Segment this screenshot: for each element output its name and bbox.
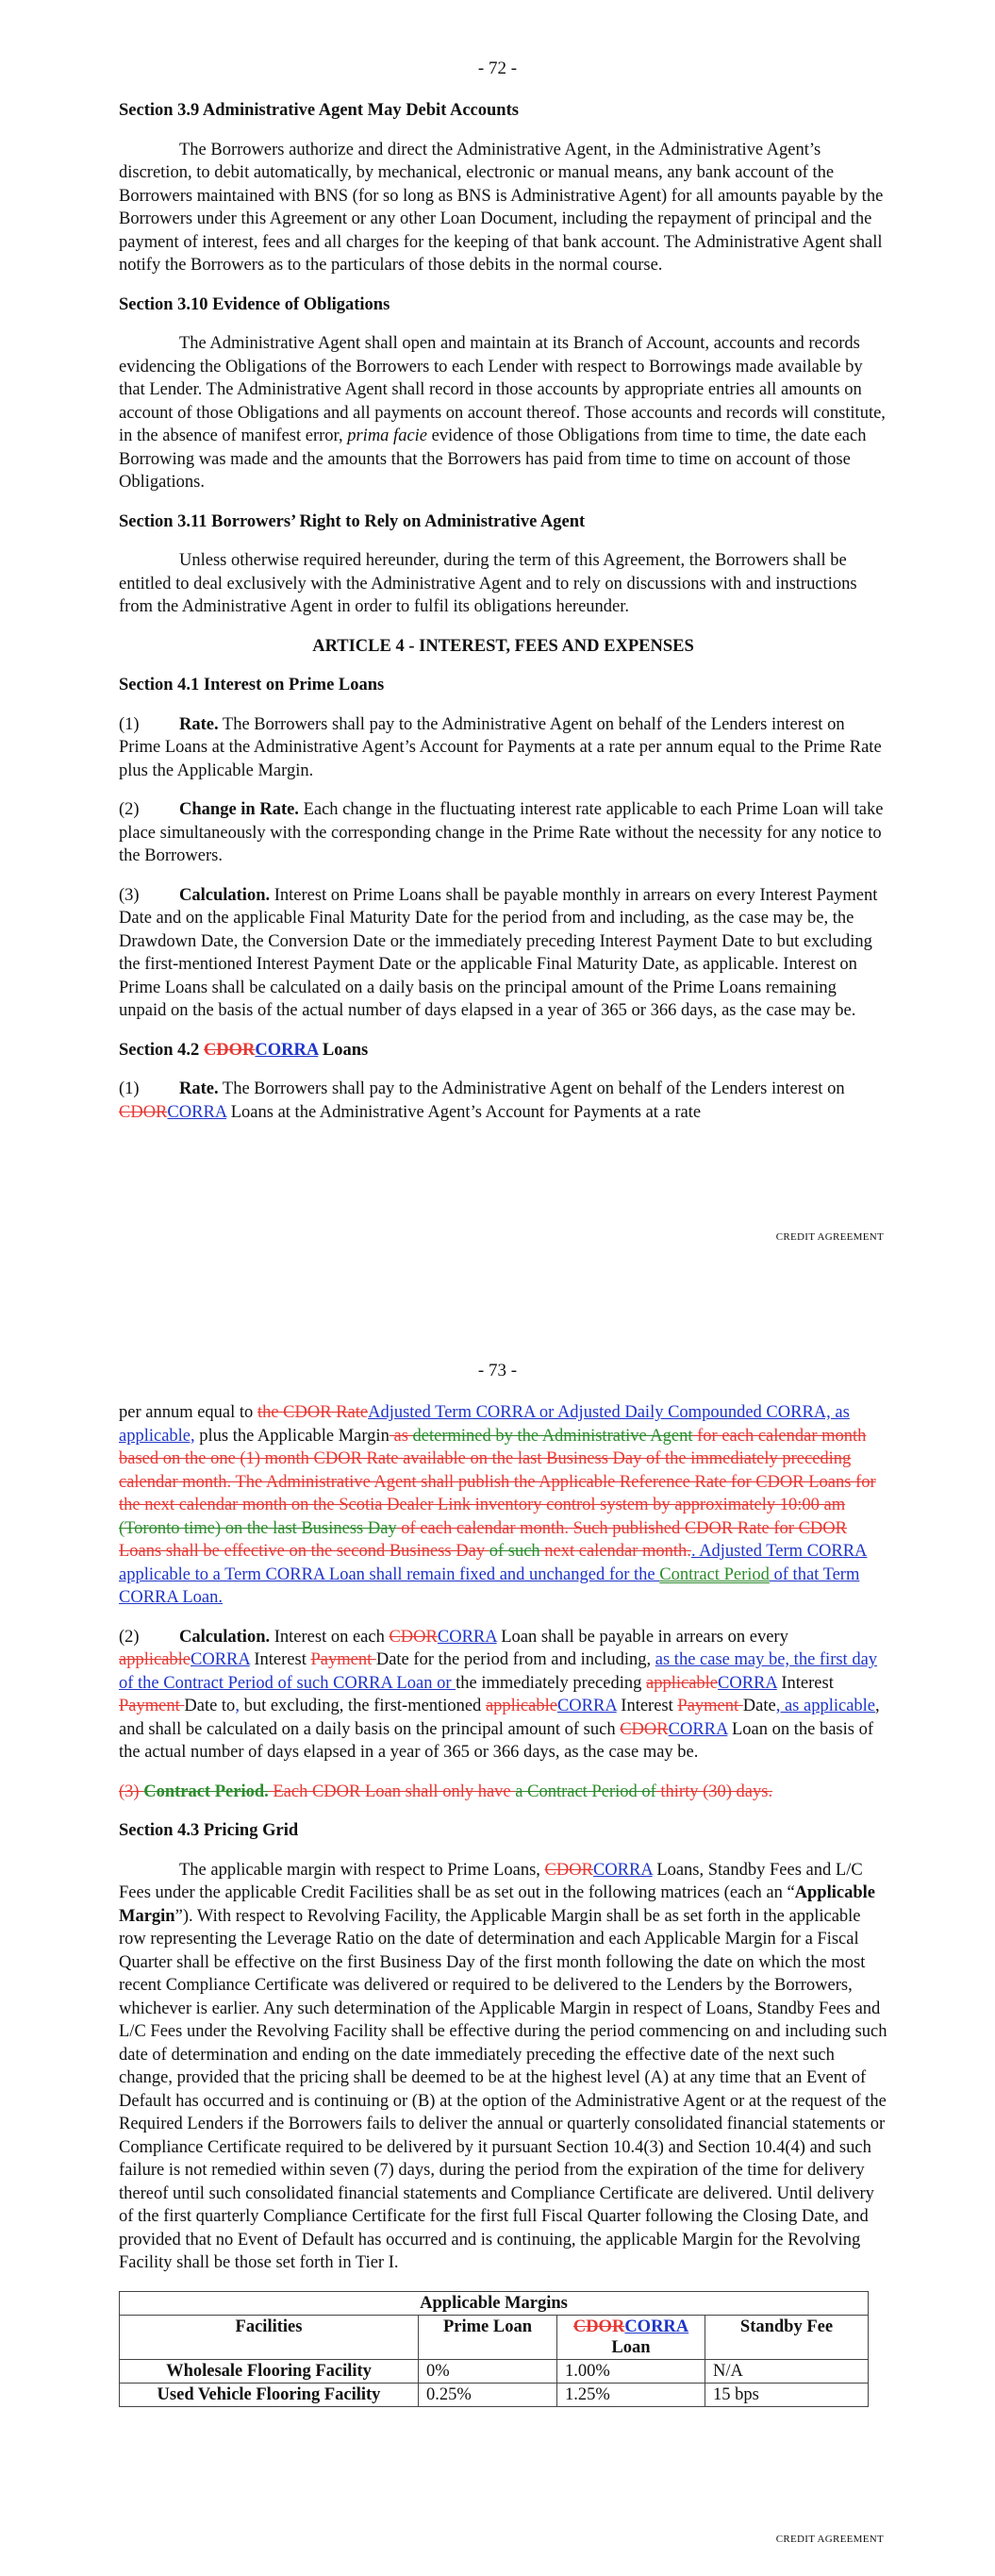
inserted-text: CORRA <box>592 1860 653 1880</box>
inserted-text: of that Term CORRA Loan. <box>119 1564 860 1607</box>
inserted-text: CORRA <box>437 1627 497 1647</box>
header-prime-loan: Prime Loan <box>419 2315 557 2359</box>
clause-label: Change in Rate. <box>179 800 299 819</box>
deleted-text: CDOR <box>620 1719 669 1739</box>
inserted-text: , <box>235 1697 240 1715</box>
clause-label: Calculation. <box>179 885 271 905</box>
inserted-text: . Adjusted Term CORRA applicable to a Term CORRA Loan shall remain fixed and unchanged for the <box>119 1542 868 1584</box>
table-title: Applicable Margins <box>120 2291 869 2315</box>
inserted-text: CORRA <box>255 1040 319 1060</box>
deleted-text: Payment <box>119 1697 185 1715</box>
deleted-text: Payment <box>310 1650 376 1669</box>
text-run: Date to <box>184 1697 236 1715</box>
header-facilities: Facilities <box>120 2315 419 2359</box>
inserted-text: CORRA <box>624 2317 689 2336</box>
table-row <box>120 2383 869 2406</box>
text-run: Loan shall be payable in arrears on every <box>496 1627 788 1647</box>
section-4-1-1 <box>119 713 887 783</box>
table-row <box>120 2359 869 2383</box>
section-3-10-title: Section 3.10 Evidence of Obligations <box>119 294 390 314</box>
header-loan-word: Loan <box>611 2337 651 2357</box>
moved-text: determined by the Administrative Agent <box>412 1426 693 1446</box>
text-run: the immediately preceding <box>456 1673 646 1693</box>
clause-number: (2) <box>119 800 140 819</box>
section-4-2-title <box>119 1039 887 1062</box>
text-run: Interest <box>249 1650 311 1669</box>
inserted-text: as the case may be, the first day of the Contract Period of such CORRA Loan or <box>119 1650 878 1693</box>
text-run: The Borrowers shall pay to the Administrative Agent on behalf of the Lenders interest on <box>218 1079 845 1098</box>
deleted-text: CDOR <box>389 1627 438 1647</box>
text-run: The Administrative Agent shall open and maintain at its Branch of Account, accounts and records evidencing the Obligations of the Borrowers to each Lender with respect to Borrowings made available by that Lender. The Administrative Agent shall record in those accounts by appropriate entries all amounts on account of those Obligations and all payments on account thereof. Those accounts and records will constitute, in the absence of manifest error, <box>119 334 886 445</box>
inserted-text: CORRA <box>191 1650 250 1669</box>
deleted-text: Payment <box>677 1697 743 1715</box>
page-number: - 72 - <box>477 59 518 78</box>
section-3-9-title: Section 3.9 Administrative Agent May Debit Accounts <box>119 101 519 120</box>
table-header-row <box>120 2315 869 2359</box>
deleted-text: for each calendar month based on the one (1) month CDOR Rate available on the last Business Day of the immediately preceding calendar month. The Administrative Agent shall publish the Applicable Reference Rate for CDOR Loans for the next calendar month on the Scotia Dealer Link inventory control system by approximately 10:00 am <box>119 1426 876 1514</box>
section-3-10-text <box>119 332 887 494</box>
section-3-9-text: The Borrowers authorize and direct the Administrative Agent, in the Administrative Agent’s discretion, to debit automatically, by mechanical, electronic or manual means, any bank account of the Borrowers maintained with BNS (for so long as BNS is Administrative Agent) for all amounts payable by the Borrowers under this Agreement or any other Loan Document, including the repayment of principal and the payment of interest, fees and all charges for the keeping of that bank account. The Administrative Agent shall notify the Borrowers as to the particulars of those debits in the normal course. <box>119 140 884 275</box>
text-run: Date for the period from and including, <box>375 1650 655 1669</box>
inserted-text: CORRA <box>556 1697 617 1715</box>
deleted-text: CDOR <box>203 1040 256 1060</box>
deleted-text: (3) <box>119 1781 144 1801</box>
header-corra-loan <box>557 2315 705 2359</box>
applicable-margins-table <box>119 2291 869 2407</box>
page-72 <box>0 0 995 1274</box>
corra-cell: 1.25% <box>557 2383 705 2406</box>
moved-text: a Contract Period of <box>515 1781 656 1801</box>
facility-cell: Wholesale Flooring Facility <box>120 2359 419 2383</box>
text-run: Interest <box>776 1673 834 1693</box>
italic-term: prima facie <box>347 427 428 445</box>
page-footer: CREDIT AGREEMENT <box>775 1231 884 1243</box>
clause-label: Calculation. <box>179 1627 271 1647</box>
text-run: Date <box>742 1697 776 1715</box>
deleted-text: CDOR <box>544 1860 593 1880</box>
section-3-11-title: Section 3.11 Borrowers’ Right to Rely on Administrative Agent <box>119 511 586 531</box>
inserted-text: CORRA <box>668 1719 728 1739</box>
text-run: per annum equal to <box>119 1403 257 1422</box>
deleted-text: CDOR <box>572 2317 625 2336</box>
section-4-3-title: Section 4.3 Pricing Grid <box>119 1821 299 1840</box>
section-4-1-2 <box>119 798 887 868</box>
section-4-3-text <box>119 1859 887 2275</box>
clause-number: (1) <box>119 1079 140 1098</box>
standby-cell: 15 bps <box>705 2383 869 2406</box>
defined-term: Applicable Margin <box>119 1883 875 1926</box>
page-73 <box>0 1302 995 2576</box>
text-run: Loans <box>318 1040 369 1060</box>
deleted-text: applicable <box>646 1673 719 1693</box>
deleted-text: next calendar month. <box>539 1542 691 1561</box>
section-4-2-2 <box>119 1626 887 1765</box>
text-run: but excluding, the first-mentioned <box>239 1697 486 1715</box>
text-run: , and shall be calculated on a daily basis on the principal amount of such <box>119 1697 880 1739</box>
text-run: Loans at the Administrative Agent’s Account for Payments at a rate <box>226 1102 702 1122</box>
deleted-text: applicable <box>119 1650 191 1669</box>
text-run: Loan on the basis of the actual number of days elapsed in a year of 365 or 366 days, as the case may be. <box>119 1719 873 1762</box>
page-content <box>119 99 887 1140</box>
moved-text: (Toronto time) on the last Business Day <box>119 1518 397 1538</box>
deleted-text: the CDOR Rate <box>257 1403 369 1422</box>
deleted-text: thirty (30) days. <box>655 1781 773 1801</box>
prime-cell: 0% <box>419 2359 557 2383</box>
clause-text: Interest on Prime Loans shall be payable monthly in arrears on every Interest Payment Date and on the applicable Final Maturity Date for the period from and including, as the case may be, the Drawdown Date, the Conversion Date or the immediately preceding Interest Payment Date to but excluding the first-mentioned Interest Payment Date or the applicable Final Maturity Date, as applicable. Interest on Prime Loans shall be calculated on a daily basis on the principal amount of the Prime Loans remaining unpaid on the basis of the actual number of days elapsed in a year of 365 or 366 days, as the case may be. <box>119 885 878 1020</box>
page-number: - 73 - <box>477 1361 518 1380</box>
clause-number: (3) <box>119 885 140 905</box>
deleted-text: applicable <box>485 1697 557 1715</box>
text-run: Interest <box>616 1697 678 1715</box>
text-run: ”). With respect to Revolving Facility, the Applicable Margin shall be as set forth in the applicable row representing the Leverage Ratio on the date of determination and each Applicable Margin for a Fiscal Quarter shall be effective on the first Business Day of the first month following the date on which the most recent Compliance Certificate was delivered or required to be delivered to the Lenders by the Borrowers, whichever is earlier. Any such determination of the Applicable Margin in respect of Loans, Standby Fees and L/C Fees under the Revolving Facility shall be effective during the period commencing on and including such date of determination and ending on the date immediately preceding the effective date of the next such change, provided that the pricing shall be deemed to be at the highest level (A) at any time that an Event of Default has occurred and is continuing or (B) at the option of the Administrative Agent or at the request of the Required Lenders if the Borrowers fails to deliver the annual or quarterly consolidated financial statements or Compliance Certificate required to be delivered by it pursuant Section 10.4(3) and Section 10.4(4) and such failure is not remedied within seven (7) days, during the period from the expiration of the time for delivery thereof until such consolidated financial statements and Compliance Certificate are delivered. Until delivery of the first quarterly Compliance Certificate for the first full Fiscal Quarter following the Closing Date, and provided that no Event of Default has occurred and is continuing, the applicable Margin for the Revolving Facility shall be those set forth in Tier I. <box>119 1906 887 2272</box>
section-4-2-1-continued <box>119 1401 887 1610</box>
clause-label: Rate. <box>179 1079 219 1098</box>
moved-inserted-text: Contract Period <box>659 1564 770 1584</box>
standby-cell: N/A <box>705 2359 869 2383</box>
moved-text: of such <box>489 1542 540 1561</box>
text-run: evidence of those Obligations from time to time, the date each Borrowing was made and the amounts that the Borrowers has paid from time to time on account of those Obligations. <box>119 427 867 492</box>
section-4-2-1 <box>119 1078 887 1124</box>
inserted-text: , as applicable <box>775 1697 876 1715</box>
text-run: Loans, Standby Fees and L/C Fees under the applicable Credit Facilities shall be as set out in the following matrices (each an “ <box>119 1860 863 1902</box>
clause-number: (2) <box>119 1627 140 1647</box>
deleted-text: Each CDOR Loan shall only have <box>268 1781 516 1801</box>
inserted-text: CORRA <box>167 1102 227 1122</box>
inserted-text: CORRA <box>718 1673 777 1693</box>
deleted-text: CDOR <box>119 1102 168 1122</box>
text-run: plus the Applicable Margin <box>194 1426 390 1446</box>
text-run: Interest on each <box>270 1627 390 1647</box>
section-4-1-title: Section 4.1 Interest on Prime Loans <box>119 676 385 694</box>
text-run: The applicable margin with respect to Prime Loans, <box>179 1860 545 1880</box>
section-4-2-3-deleted <box>119 1781 887 1804</box>
page-content <box>119 1401 887 2407</box>
text-run: Section 4.2 <box>119 1040 204 1060</box>
header-standby-fee: Standby Fee <box>705 2315 869 2359</box>
article-4-title: ARTICLE 4 - INTEREST, FEES AND EXPENSES <box>312 636 694 656</box>
deleted-text: of each calendar month. Such published CDOR Rate for CDOR Loans shall be effective on <box>119 1518 847 1561</box>
page-footer: CREDIT AGREEMENT <box>775 2534 884 2545</box>
clause-number: (1) <box>119 714 140 734</box>
facility-cell: Used Vehicle Flooring Facility <box>120 2383 419 2406</box>
section-4-1-3 <box>119 884 887 1023</box>
deleted-text: the second Business Day <box>310 1542 489 1561</box>
table-title-row <box>120 2291 869 2315</box>
clause-text: Each change in the fluctuating interest rate applicable to each Prime Loan will take place simultaneously with the corresponding change in the Prime Rate without the necessity for any notice to the Borrowers. <box>119 800 884 865</box>
section-3-11-text: Unless otherwise required hereunder, during the term of this Agreement, the Borrowers shall be entitled to deal exclusively with the Administrative Agent and to rely on discussions with and instructions from the Administrative Agent in order to fulfil its obligations hereunder. <box>119 551 857 616</box>
deleted-text: as <box>389 1426 413 1446</box>
corra-cell: 1.00% <box>557 2359 705 2383</box>
inserted-text: Adjusted Term CORRA or Adjusted Daily Compounded CORRA, as applicable, <box>119 1403 850 1446</box>
moved-text: Contract Period. <box>143 1781 269 1801</box>
clause-text: The Borrowers shall pay to the Administrative Agent on behalf of the Lenders interest on Prime Loans at the Administrative Agent’s Account for Payments at a rate per annum equal to the Prime Rate plus the Applicable Margin. <box>119 714 882 780</box>
clause-label: Rate. <box>179 714 219 734</box>
prime-cell: 0.25% <box>419 2383 557 2406</box>
